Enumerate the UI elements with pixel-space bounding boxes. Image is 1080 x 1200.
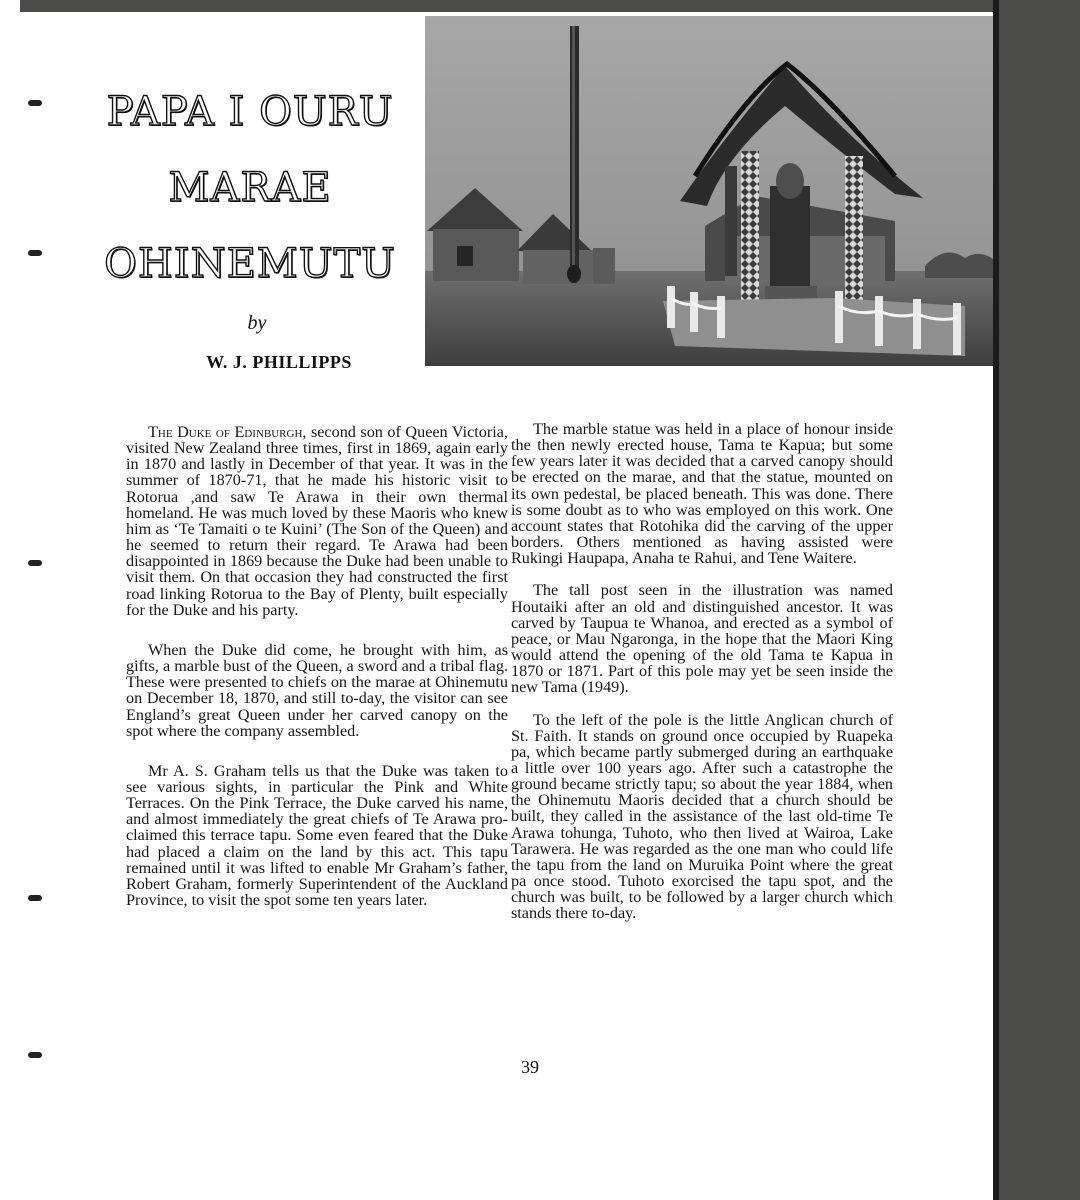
page-edge bbox=[993, 0, 999, 1200]
article-title bbox=[80, 82, 420, 294]
right-column bbox=[511, 421, 893, 938]
carved-canopy-photo bbox=[425, 16, 997, 366]
binding-mark bbox=[28, 1052, 42, 1058]
binding-mark bbox=[28, 100, 42, 106]
page-number: 39 bbox=[521, 1057, 539, 1077]
binding-mark bbox=[28, 560, 42, 566]
binding-margin bbox=[0, 0, 20, 1200]
paragraph: When the Duke did come, he brought with him, as gifts, a marble bust of the Queen, a sword and a tribal flag. These were presented to chiefs on the marae at Ohinemutu on December 18, 1870, and still to-day, the visitor can see England’s great Queen under her carved canopy on the spot where the company assembled. bbox=[126, 640, 508, 740]
paragraph bbox=[126, 424, 508, 618]
magazine-page bbox=[20, 12, 995, 1200]
paragraph: To the left of the pole is the little Anglican church of St. Faith. It stands on ground once occupied by Ruapeka pa, which became partly submerged during an earthquake a little over 100 years ago. After such a catastrophe the ground became strictly tapu; so about the year 1884, when the Ohinemutu Maoris decided that a church should be built, they called in the assistance of the last old-time Te Arawa tohunga, Tuhoto, who then lived at Wairoa, Lake Tarawera. He was regarded as the one man who could life the tapu from the land on Muruika Point where the great pa once stood. Tuhoto exorcised the tapu spot, and the church was built, to be followed by a larger church which stands there to-day. bbox=[511, 710, 893, 923]
title-line: PAPA I OURU bbox=[106, 89, 394, 135]
paragraph: Mr A. S. Graham tells us that the Duke was taken to see various sights, in particular the Pink and White Terraces. On the Pink Terrace, the Duke carved his name, and almost immediately the great chiefs of Te Arawa proclaimed this terrace tapu. Some even feared that the Duke had placed a claim on the land by this act. This tapu remained until it was lifted to enable Mr Graham’s father, Robert Graham, formerly Superintendent of the Auckland Province, to visit the spot some ten years later. bbox=[126, 761, 508, 910]
title-line: MARAE bbox=[168, 165, 332, 211]
binding-mark bbox=[28, 895, 42, 901]
opening-small-caps: The Duke of Edinburgh, bbox=[148, 423, 307, 441]
byline-by: by bbox=[247, 312, 267, 334]
binding-mark bbox=[28, 250, 42, 256]
paragraph-text: second son of Queen Victoria, visited New Zealand three times, first in 1869, again early in 1870 and lastly in December of that year. It was in the summer of 1870-71, that he made his historic visit to Rotorua ,and saw Te Arawa in their own thermal homeland. He was much loved by these Maoris who knew him as ‘Te Tamaiti o te Kuini’ (The Son of the Queen) and he seemed to return their regard. Te Arawa had been disappointed in 1869 because the Duke had been unable to visit them. On that occasion they had constructed the first road linking Rotorua to the Bay of Plenty, built especially for the Duke and his party. bbox=[126, 423, 508, 619]
byline-author: W. J. PHILLIPPS bbox=[206, 352, 352, 372]
paragraph: The tall post seen in the illustration was named Houtaiki after an old and distinguished ancestor. It was carved by Taupua te Whanoa, and erected as a symbol of peace, or Mau Ngaronga, in the hope that the Maori King would attend the opening of the old Tama te Kapua in 1870 or 1871. Part of this pole may yet be seen inside the new Tama (1949). bbox=[511, 581, 893, 697]
paragraph: The marble statue was held in a place of honour inside the then newly erected house, Tama te Kapua; but some few years later it was decided that a carved canopy should be erected on the marae, and that the statue, mounted on its own pedestal, be placed beneath. This was done. There is some doubt as to who was employed on this work. One account states that Rotohika did the carving of the upper borders. Others mentioned as having assisted were Rukingi Haupapa, Anaha te Rahui, and Tene Waitere. bbox=[511, 420, 893, 568]
title-line: OHINEMUTU bbox=[104, 241, 396, 287]
left-column bbox=[126, 424, 508, 924]
